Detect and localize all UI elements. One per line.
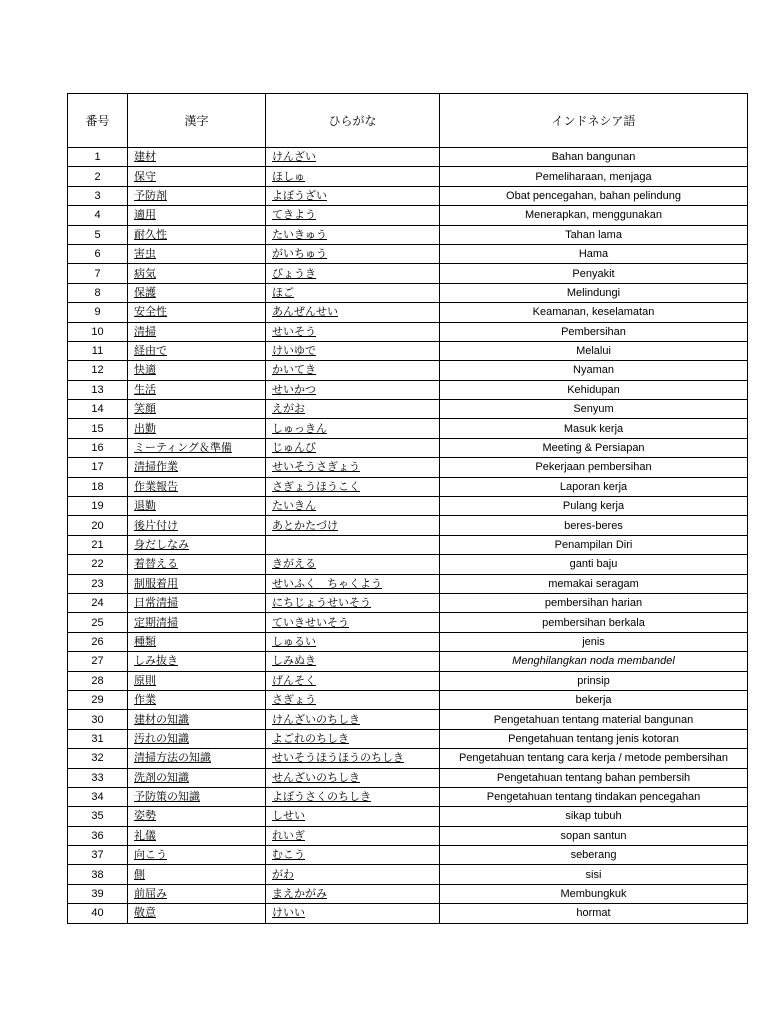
meaning-cell: Pekerjaan pembersihan [440, 458, 748, 477]
table-row [68, 516, 748, 535]
meaning-cell: Pemeliharaan, menjaga [440, 167, 748, 186]
kanji-cell: 後片付け [128, 516, 266, 535]
meaning-cell: ganti baju [440, 555, 748, 574]
row-number: 35 [68, 807, 128, 826]
reading-cell: あとかたづけ [266, 516, 440, 535]
header-kanji: 漢字 [128, 94, 266, 148]
header-number: 番号 [68, 94, 128, 148]
row-number: 29 [68, 690, 128, 709]
row-number: 3 [68, 186, 128, 205]
meaning-cell: pembersihan harian [440, 593, 748, 612]
kanji-cell: 笑顔 [128, 400, 266, 419]
kanji-cell: 日常清掃 [128, 593, 266, 612]
meaning-cell: Melalui [440, 341, 748, 360]
meaning-cell: jenis [440, 632, 748, 651]
table-row [68, 148, 748, 167]
meaning-cell: Laporan kerja [440, 477, 748, 496]
row-number: 37 [68, 846, 128, 865]
row-number: 14 [68, 400, 128, 419]
row-number: 38 [68, 865, 128, 884]
table-row [68, 555, 748, 574]
row-number: 21 [68, 535, 128, 554]
kanji-cell: 側 [128, 865, 266, 884]
kanji-cell: 安全性 [128, 303, 266, 322]
kanji-cell: 清掃 [128, 322, 266, 341]
row-number: 40 [68, 904, 128, 923]
reading-cell: たいきん [266, 497, 440, 516]
meaning-cell: sisi [440, 865, 748, 884]
meaning-cell: Bahan bangunan [440, 148, 748, 167]
kanji-cell: 病気 [128, 264, 266, 283]
kanji-cell: 清掃作業 [128, 458, 266, 477]
table-row [68, 846, 748, 865]
reading-cell: けんざいのちしき [266, 710, 440, 729]
table-row [68, 710, 748, 729]
meaning-cell: Pembersihan [440, 322, 748, 341]
table-row [68, 593, 748, 612]
row-number: 11 [68, 341, 128, 360]
meaning-cell: Obat pencegahan, bahan pelindung [440, 186, 748, 205]
table-row [68, 186, 748, 205]
meaning-cell: Kehidupan [440, 380, 748, 399]
row-number: 36 [68, 826, 128, 845]
table-row [68, 167, 748, 186]
table-row [68, 283, 748, 302]
row-number: 13 [68, 380, 128, 399]
table-row [68, 574, 748, 593]
table-header-row [68, 94, 748, 148]
kanji-cell: 保守 [128, 167, 266, 186]
reading-cell: せいそう [266, 322, 440, 341]
row-number: 34 [68, 787, 128, 806]
row-number: 28 [68, 671, 128, 690]
table-row [68, 729, 748, 748]
table-row [68, 419, 748, 438]
kanji-cell: 身だしなみ [128, 535, 266, 554]
reading-cell: せいふく ちゃくよう [266, 574, 440, 593]
reading-cell: よぼうざい [266, 186, 440, 205]
kanji-cell: 着替える [128, 555, 266, 574]
meaning-cell: seberang [440, 846, 748, 865]
meaning-cell: memakai seragam [440, 574, 748, 593]
header-reading: ひらがな [266, 94, 440, 148]
header-meaning: インドネシア語 [440, 94, 748, 148]
table-row [68, 400, 748, 419]
kanji-cell: 前屈み [128, 884, 266, 903]
meaning-cell: Pulang kerja [440, 497, 748, 516]
table-row [68, 632, 748, 651]
meaning-cell: Menghilangkan noda membandel [440, 652, 748, 671]
meaning-cell: Tahan lama [440, 225, 748, 244]
row-number: 1 [68, 148, 128, 167]
kanji-cell: 退勤 [128, 497, 266, 516]
table-row [68, 807, 748, 826]
meaning-cell: hormat [440, 904, 748, 923]
table-row [68, 690, 748, 709]
table-row [68, 768, 748, 787]
table-row [68, 380, 748, 399]
reading-cell [266, 535, 440, 554]
kanji-cell: 礼儀 [128, 826, 266, 845]
row-number: 27 [68, 652, 128, 671]
kanji-cell: 生活 [128, 380, 266, 399]
reading-cell: ほしゅ [266, 167, 440, 186]
reading-cell: せいそうさぎょう [266, 458, 440, 477]
kanji-cell: 予防剤 [128, 186, 266, 205]
kanji-cell: 建材 [128, 148, 266, 167]
kanji-cell: 耐久性 [128, 225, 266, 244]
row-number: 5 [68, 225, 128, 244]
table-row [68, 264, 748, 283]
kanji-cell: 害虫 [128, 244, 266, 263]
row-number: 16 [68, 438, 128, 457]
kanji-cell: 制服着用 [128, 574, 266, 593]
meaning-cell: Pengetahuan tentang tindakan pencegahan [440, 787, 748, 806]
reading-cell: ていきせいそう [266, 613, 440, 632]
reading-cell: げんそく [266, 671, 440, 690]
meaning-cell: Penyakit [440, 264, 748, 283]
row-number: 8 [68, 283, 128, 302]
kanji-cell: 洗剤の知識 [128, 768, 266, 787]
reading-cell: まえかがみ [266, 884, 440, 903]
meaning-cell: pembersihan berkala [440, 613, 748, 632]
table-row [68, 652, 748, 671]
meaning-cell: bekerja [440, 690, 748, 709]
table-row [68, 303, 748, 322]
reading-cell: かいてき [266, 361, 440, 380]
reading-cell: れいぎ [266, 826, 440, 845]
reading-cell: にちじょうせいそう [266, 593, 440, 612]
table-row [68, 341, 748, 360]
table-row [68, 787, 748, 806]
meaning-cell: Senyum [440, 400, 748, 419]
kanji-cell: 保護 [128, 283, 266, 302]
table-row [68, 613, 748, 632]
reading-cell: しみぬき [266, 652, 440, 671]
table-row [68, 904, 748, 923]
meaning-cell: Masuk kerja [440, 419, 748, 438]
reading-cell: しせい [266, 807, 440, 826]
table-row [68, 477, 748, 496]
kanji-cell: 作業報告 [128, 477, 266, 496]
row-number: 19 [68, 497, 128, 516]
kanji-cell: ミーティング＆準備 [128, 438, 266, 457]
kanji-cell: 作業 [128, 690, 266, 709]
kanji-cell: 汚れの知識 [128, 729, 266, 748]
meaning-cell: Hama [440, 244, 748, 263]
table-body [68, 148, 748, 924]
reading-cell: がわ [266, 865, 440, 884]
reading-cell: せんざいのちしき [266, 768, 440, 787]
reading-cell: しゅっきん [266, 419, 440, 438]
kanji-cell: 定期清掃 [128, 613, 266, 632]
meaning-cell: Menerapkan, menggunakan [440, 206, 748, 225]
table-row [68, 535, 748, 554]
reading-cell: せいかつ [266, 380, 440, 399]
meaning-cell: sopan santun [440, 826, 748, 845]
kanji-cell: 清掃方法の知識 [128, 749, 266, 768]
reading-cell: たいきゅう [266, 225, 440, 244]
reading-cell: びょうき [266, 264, 440, 283]
reading-cell: よごれのちしき [266, 729, 440, 748]
kanji-cell: 予防策の知識 [128, 787, 266, 806]
meaning-cell: Penampilan Diri [440, 535, 748, 554]
row-number: 12 [68, 361, 128, 380]
meaning-cell: Membungkuk [440, 884, 748, 903]
reading-cell: けいい [266, 904, 440, 923]
table-row [68, 438, 748, 457]
table-row [68, 884, 748, 903]
meaning-cell: Pengetahuan tentang material bangunan [440, 710, 748, 729]
reading-cell: がいちゅう [266, 244, 440, 263]
row-number: 39 [68, 884, 128, 903]
row-number: 18 [68, 477, 128, 496]
kanji-cell: 向こう [128, 846, 266, 865]
reading-cell: さぎょう [266, 690, 440, 709]
reading-cell: けいゆで [266, 341, 440, 360]
row-number: 33 [68, 768, 128, 787]
row-number: 20 [68, 516, 128, 535]
meaning-cell: Pengetahuan tentang bahan pembersih [440, 768, 748, 787]
vocabulary-table [67, 93, 748, 924]
meaning-cell: sikap tubuh [440, 807, 748, 826]
kanji-cell: 経由で [128, 341, 266, 360]
row-number: 7 [68, 264, 128, 283]
meaning-cell: Meeting & Persiapan [440, 438, 748, 457]
meaning-cell: Melindungi [440, 283, 748, 302]
reading-cell: さぎょうほうこく [266, 477, 440, 496]
row-number: 31 [68, 729, 128, 748]
meaning-cell: beres-beres [440, 516, 748, 535]
table-row [68, 671, 748, 690]
kanji-cell: 出勤 [128, 419, 266, 438]
table-row [68, 749, 748, 768]
row-number: 24 [68, 593, 128, 612]
reading-cell: けんざい [266, 148, 440, 167]
kanji-cell: 建材の知識 [128, 710, 266, 729]
row-number: 4 [68, 206, 128, 225]
reading-cell: ほご [266, 283, 440, 302]
row-number: 22 [68, 555, 128, 574]
row-number: 6 [68, 244, 128, 263]
table-row [68, 361, 748, 380]
reading-cell: てきよう [266, 206, 440, 225]
table-row [68, 458, 748, 477]
kanji-cell: 敬意 [128, 904, 266, 923]
row-number: 30 [68, 710, 128, 729]
meaning-cell: prinsip [440, 671, 748, 690]
reading-cell: むこう [266, 846, 440, 865]
row-number: 15 [68, 419, 128, 438]
table-row [68, 244, 748, 263]
reading-cell: あんぜんせい [266, 303, 440, 322]
reading-cell: じゅんび [266, 438, 440, 457]
row-number: 25 [68, 613, 128, 632]
row-number: 10 [68, 322, 128, 341]
reading-cell: きがえる [266, 555, 440, 574]
row-number: 9 [68, 303, 128, 322]
kanji-cell: 快適 [128, 361, 266, 380]
kanji-cell: 原則 [128, 671, 266, 690]
kanji-cell: 姿勢 [128, 807, 266, 826]
meaning-cell: Keamanan, keselamatan [440, 303, 748, 322]
meaning-cell: Pengetahuan tentang jenis kotoran [440, 729, 748, 748]
kanji-cell: 適用 [128, 206, 266, 225]
reading-cell: えがお [266, 400, 440, 419]
kanji-cell: しみ抜き [128, 652, 266, 671]
table-row [68, 865, 748, 884]
row-number: 2 [68, 167, 128, 186]
table-row [68, 225, 748, 244]
reading-cell: しゅるい [266, 632, 440, 651]
row-number: 23 [68, 574, 128, 593]
reading-cell: せいそうほうほうのちしき [266, 749, 440, 768]
row-number: 32 [68, 749, 128, 768]
table-row [68, 826, 748, 845]
kanji-cell: 種類 [128, 632, 266, 651]
row-number: 26 [68, 632, 128, 651]
row-number: 17 [68, 458, 128, 477]
table-row [68, 322, 748, 341]
table-row [68, 497, 748, 516]
table-row [68, 206, 748, 225]
meaning-cell: Nyaman [440, 361, 748, 380]
meaning-cell: Pengetahuan tentang cara kerja / metode pembersihan [440, 749, 748, 768]
reading-cell: よぼうさくのちしき [266, 787, 440, 806]
